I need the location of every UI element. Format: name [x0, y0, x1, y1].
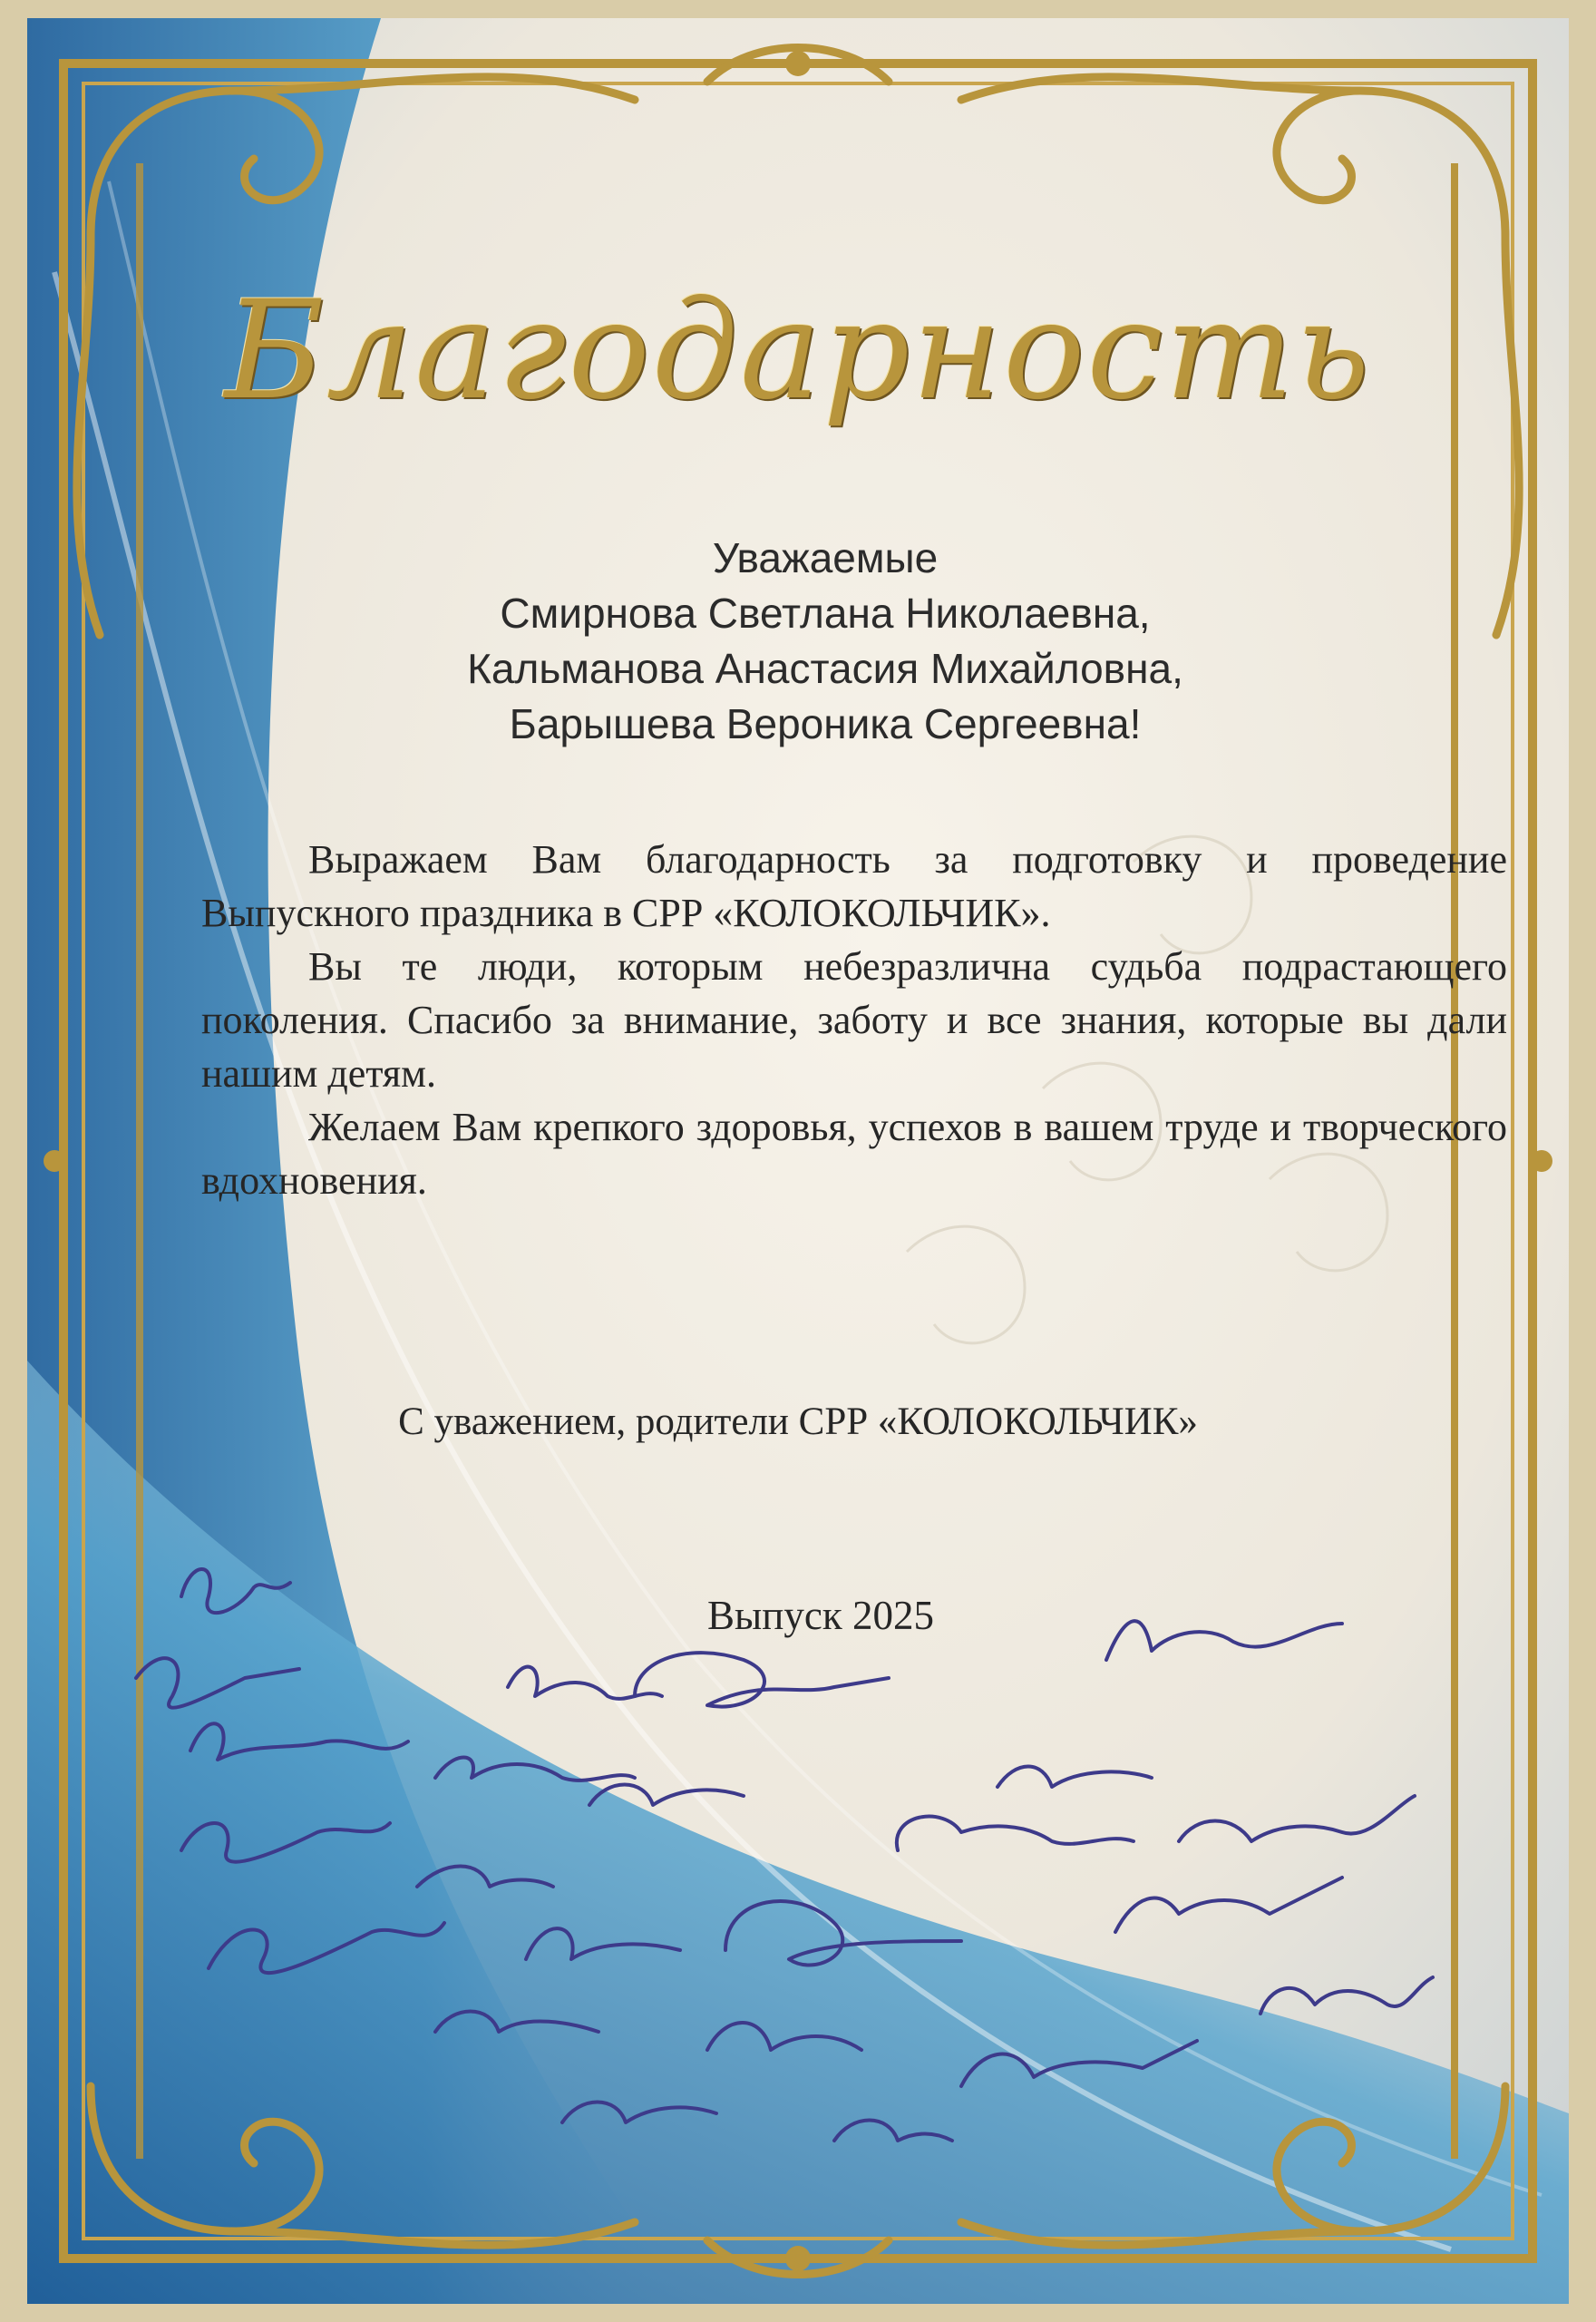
signature-scribble [725, 1901, 961, 1965]
signature-scribble [562, 2102, 716, 2123]
issue-year: Выпуск 2025 [707, 1593, 934, 1638]
greeting: Уважаемые [712, 534, 939, 581]
paragraph-3: Желаем Вам крепкого здоровья, успехов в вашем труде и творческого вдохновения. [201, 1105, 1507, 1203]
signature-scribble [1260, 1977, 1433, 2014]
signature-scribble [834, 2121, 952, 2142]
signature-scribble [181, 1569, 290, 1613]
signature-scribble [707, 2023, 861, 2050]
signature-scribble [190, 1723, 408, 1760]
signature-scribble [589, 1785, 744, 1806]
paragraph-1: Выражаем Вам благодарность за подготовку и проведение Выпускного праздника в СРР «КОЛОКОЛЬЧИК». [201, 837, 1507, 935]
signature-scribble [209, 1923, 444, 1973]
signature-scribble [1115, 1878, 1342, 1932]
paragraph-2: Вы те люди, которым небезразлична судьба подрастающего поколения. Спасибо за внимание, заботу и все знания, которые вы дали нашим детям. [201, 944, 1507, 1096]
signature-scribble [1179, 1796, 1415, 1841]
signature-scribble [417, 1867, 553, 1888]
signature-scribble [635, 1653, 889, 1706]
signature-scribble [435, 2012, 598, 2033]
certificate-title: Благодарность [224, 272, 1372, 430]
signature-scribble [435, 1758, 635, 1781]
signature-scribble [897, 1817, 1134, 1850]
signature-scribble [961, 2041, 1197, 2086]
signature-scribble [1106, 1621, 1342, 1660]
recipient-3: Барышева Вероника Сергеевна! [509, 700, 1142, 747]
recipient-1: Смирнова Светлана Николаевна, [500, 590, 1151, 637]
signature-scribble [998, 1767, 1152, 1788]
signature-scribble [136, 1658, 299, 1707]
signature-scribble [526, 1928, 680, 1959]
recipient-2: Кальманова Анастасия Михайловна, [467, 645, 1183, 692]
signature-scribble [181, 1823, 390, 1862]
signature-line: С уважением, родители СРР «КОЛОКОЛЬЧИК» [398, 1400, 1198, 1443]
